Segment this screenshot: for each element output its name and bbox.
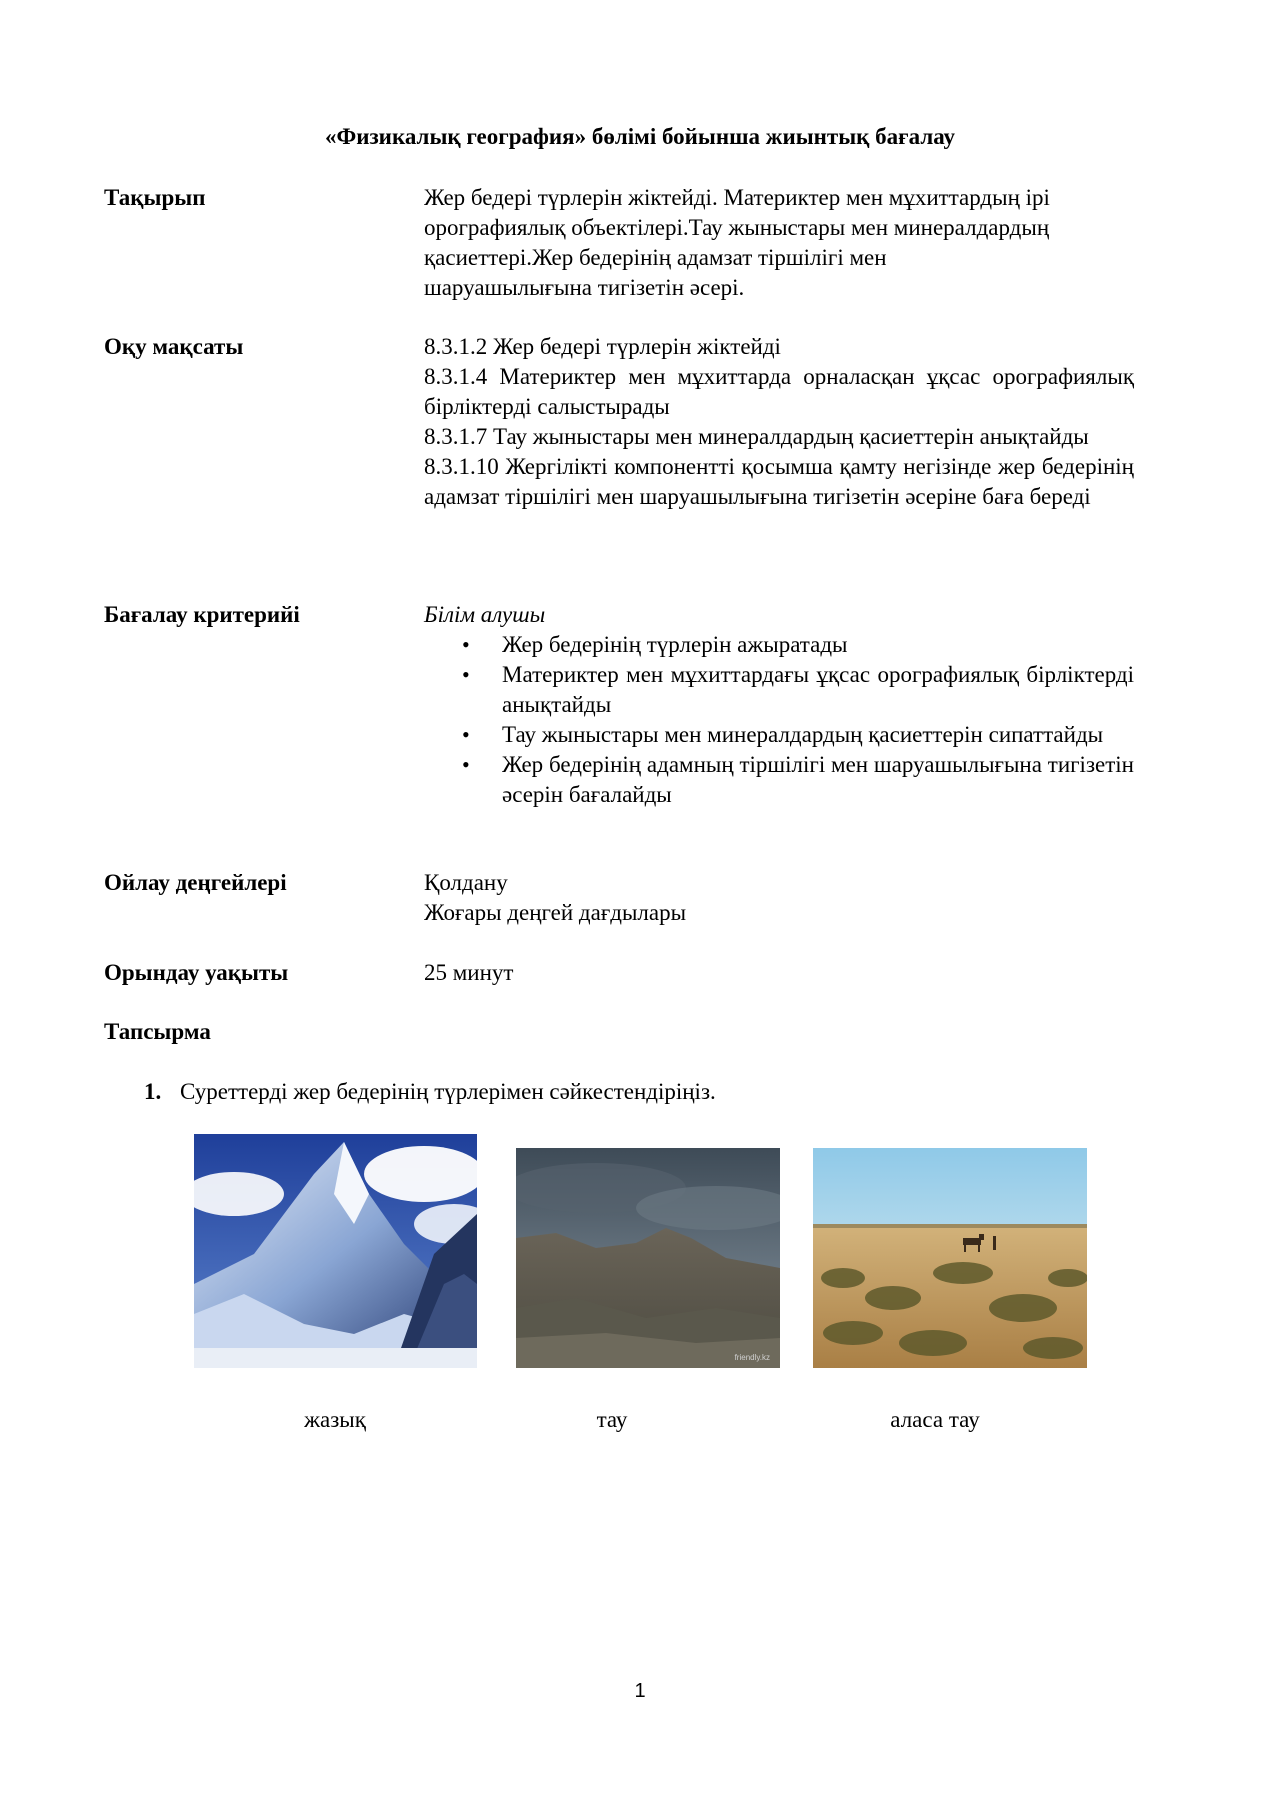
hill-photo-watermark: friendly.kz: [734, 1353, 770, 1362]
objective-item: 8.3.1.4 Материктер мен мұхиттарда орналасқан ұқсас орографиялық бірліктерді салыстырады: [424, 364, 1134, 419]
caption-low-mountain: аласа тау: [890, 1407, 980, 1432]
criteria-item: • Жер бедерінің адамның тіршілігі мен шаруашылығына тигізетін әсерін бағалайды: [424, 750, 1134, 810]
task-number: 1.: [144, 1079, 162, 1104]
thinking-line: Жоғары деңгей дағдылары: [424, 900, 687, 925]
objective-item: 8.3.1.7 Тау жыныстары мен минералдардың қасиеттерін анықтайды: [424, 424, 1089, 449]
topic-line: орографиялық объектілері.Тау жыныстары мен минералдардың: [424, 215, 1050, 240]
topic-line: Жер бедері түрлерін жіктейді. Материктер мен мұхиттардың ірі: [424, 185, 1050, 210]
thinking-value: [424, 868, 1134, 928]
criteria-item: • Жер бедерінің түрлерін ажыратады: [424, 630, 1134, 660]
page-number: 1: [634, 1680, 646, 1702]
time-value: 25 минут: [424, 960, 514, 985]
thinking-label: Ойлау деңгейлері: [104, 870, 287, 895]
topic-label: Тақырып: [104, 185, 206, 210]
criteria-item: • Тау жыныстары мен минералдардың қасиеттерін сипаттайды: [424, 720, 1134, 750]
objective-item: 8.3.1.2 Жер бедері түрлерін жіктейді: [424, 334, 781, 359]
objectives-value: [424, 332, 1134, 512]
plain-photo: [813, 1148, 1087, 1368]
objectives-label: Оқу мақсаты: [104, 334, 244, 359]
hill-photo: [516, 1148, 780, 1368]
topic-line: қасиеттері.Жер бедерінің адамзат тіршілігі мен: [424, 245, 887, 270]
thinking-line: Қолдану: [424, 870, 508, 895]
mountain-photo-image: [194, 1134, 477, 1368]
objective-item: 8.3.1.10 Жергілікті компонентті қосымша қамту негізінде жер бедерінің адамзат тіршілігі мен шаруашылығына тигізетін әсеріне баға береді: [424, 454, 1134, 509]
page-title: «Физикалық география» бөлімі бойынша жиынтық бағалау: [324, 124, 956, 149]
caption-mountain: тау: [596, 1407, 628, 1432]
task-text: Суреттерді жер бедерінің түрлерімен сәйкестендіріңіз.: [180, 1079, 716, 1104]
caption-plain: жазық: [304, 1407, 366, 1432]
criteria-label: Бағалау критерийі: [104, 602, 300, 627]
mountain-photo: [194, 1134, 477, 1368]
task-heading: Тапсырма: [104, 1019, 211, 1044]
criteria-item: • Материктер мен мұхиттардағы ұқсас орографиялық бірліктерді анықтайды: [424, 660, 1134, 720]
criteria-intro: Білім алушы: [424, 602, 546, 627]
hill-photo-image: [516, 1148, 780, 1368]
topic-line: шаруашылығына тигізетін әсері.: [424, 275, 745, 300]
plain-photo-image: [813, 1148, 1087, 1368]
topic-value: [424, 183, 1134, 303]
time-label: Орындау уақыты: [104, 960, 289, 985]
criteria-list: [424, 630, 1134, 810]
criteria-value: [424, 600, 1134, 810]
